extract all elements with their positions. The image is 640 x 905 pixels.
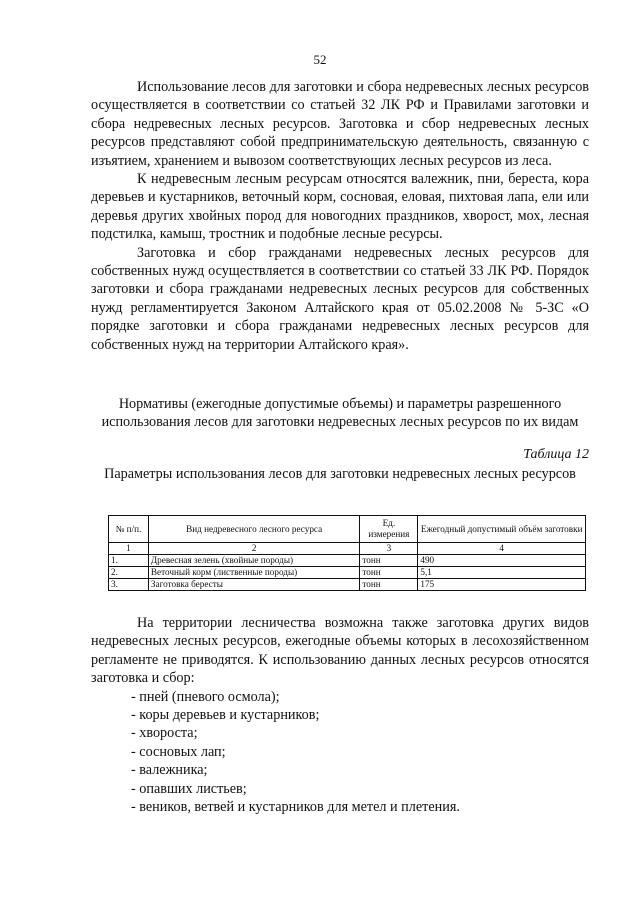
table-caption: Таблица 12 <box>523 447 589 462</box>
row-number: 3. <box>109 579 149 591</box>
row-unit: тонн <box>360 555 418 567</box>
paragraph: К недревесным лесным ресурсам относятся валежник, пни, береста, кора деревьев и кустарников, веточный корм, сосновая, еловая, пихтовая лапа, ели или деревья других хвойных пород для новогодних праздников, хворост, мох, лесная подстилка, камыш, тростник и подобные лесные ресурсы. <box>91 171 589 243</box>
header-unit: Ед. измерения <box>360 516 418 543</box>
column-number: 2 <box>148 543 359 555</box>
header-resource: Вид недревесного лесного ресурса <box>148 516 359 543</box>
table-header-row <box>109 516 586 543</box>
row-unit: тонн <box>360 567 418 579</box>
header-volume: Ежегодный допустимый объём заготовки <box>418 516 586 543</box>
row-number: 2. <box>109 567 149 579</box>
column-number: 3 <box>360 543 418 555</box>
header-number: № п/п. <box>109 516 149 543</box>
table-row <box>109 555 586 567</box>
section-title: Нормативы (ежегодные допустимые объемы) и параметры разрешенного использования лесов для заготовки недревесных лесных ресурсов по их видам <box>101 396 579 431</box>
table-row <box>109 579 586 591</box>
list-item: - коры деревьев и кустарников; <box>131 707 320 724</box>
table-title: Параметры использования лесов для заготовки недревесных лесных ресурсов <box>104 466 576 482</box>
page-number: 52 <box>313 52 327 67</box>
resource-list <box>91 688 589 817</box>
paragraph: Использование лесов для заготовки и сбора недревесных лесных ресурсов осуществляется в соответствии со статьей 32 ЛК РФ и Правилами заготовки и сбора недревесных лесных ресурсов. Заготовка и сбор недревесных лесных ресурсов представляют собой предпринимательскую деятельность, связанную с изъятием, хранением и вывозом соответствующих лесных ресурсов из леса. <box>91 79 589 169</box>
lower-text <box>91 614 589 816</box>
row-resource: Веточный корм (лиственные породы) <box>148 567 359 579</box>
params-table <box>108 515 586 591</box>
column-number: 1 <box>109 543 149 555</box>
row-volume: 490 <box>418 555 586 567</box>
row-number: 1. <box>109 555 149 567</box>
paragraph: На территории лесничества возможна также заготовка других видов недревесных лесных ресурсов, ежегодные объемы которых в лесохозяйственном регламенте не приводятся. К использованию данных лесных ресурсов относятся заготовка и сбор: <box>91 615 589 687</box>
row-volume: 175 <box>418 579 586 591</box>
row-resource: Заготовка бересты <box>148 579 359 591</box>
paragraph: Заготовка и сбор гражданами недревесных лесных ресурсов для собственных нужд осуществляется в соответствии со статьей 33 ЛК РФ. Порядок заготовки и сбора гражданами недревесных лесных ресурсов для собственных нужд регламентируется Законом Алтайского края от 05.02.2008 № 5-ЗС «О порядке заготовки и сбора гражданами недревесных лесных ресурсов для собственных нужд на территории Алтайского края». <box>91 244 589 353</box>
column-number: 4 <box>418 543 586 555</box>
row-volume: 5,1 <box>418 567 586 579</box>
list-item: - валежника; <box>131 762 208 779</box>
list-item: - сосновых лап; <box>131 743 226 760</box>
list-item: - опавших листьев; <box>131 780 247 797</box>
column-number-row <box>109 543 586 555</box>
list-item: - хвороста; <box>131 725 198 742</box>
table-row <box>109 567 586 579</box>
intro-text <box>91 78 589 354</box>
row-resource: Древесная зелень (хвойные породы) <box>148 555 359 567</box>
row-unit: тонн <box>360 579 418 591</box>
list-item: - веников, ветвей и кустарников для метел и плетения. <box>131 799 460 816</box>
list-item: - пней (пневого осмола); <box>131 688 280 705</box>
